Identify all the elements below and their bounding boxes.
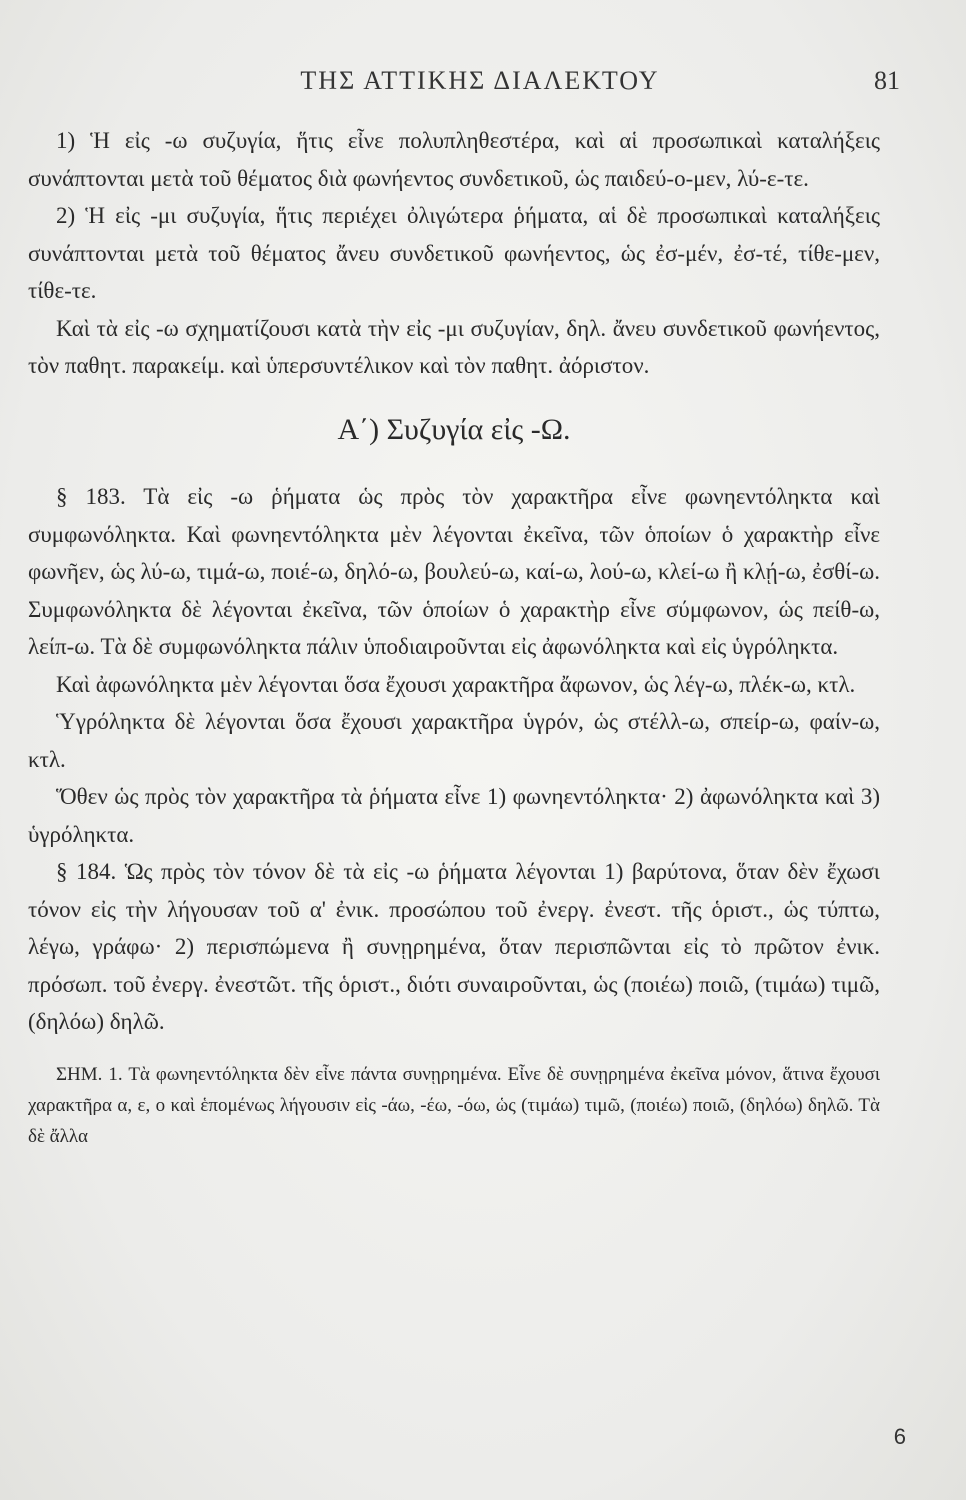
note-1: ΣΗΜ. 1. Τὰ φωνηεντόληκτα δὲν εἶνε πάντα συνῃρημένα. Εἶνε δὲ συνῃρημένα ἐκεῖνα μόνον, ἅτινα ἔχουσι χαρακτῆρα α, ε, ο καὶ ἑπομένως λήγουσιν εἰς -άω, -έω, -όω, ὡς (τιμάω) τιμῶ, (ποιέω) ποιῶ, (δηλόω) δηλῶ. Τὰ δὲ ἄλλα — [28, 1063, 880, 1147]
paragraph-1: 1) Ἡ εἰς -ω συζυγία, ἥτις εἶνε πολυπληθεστέρα, καὶ αἱ προσωπικαὶ καταλήξεις συνάπτονται μετὰ τοῦ θέματος διὰ φωνήεντος συνδετικοῦ, ὡς παιδεύ-ο-μεν, λύ-ε-τε. — [28, 128, 880, 191]
running-title: ΤΗΣ ΑΤΤΙΚΗΣ ΔΙΑΛΕΚΤΟΥ — [300, 66, 660, 95]
signature-mark: 6 — [893, 1424, 906, 1449]
paragraph-summary: Ὅθεν ὡς πρὸς τὸν χαρακτῆρα τὰ ῥήματα εἶνε 1) φωνηεντόληκτα· 2) ἀφωνόληκτα καὶ 3) ὑγρόληκτα. — [28, 784, 880, 847]
paragraph-aphonolekta: Καὶ ἀφωνόληκτα μὲν λέγονται ὅσα ἔχουσι χαρακτῆρα ἄφωνον, ὡς λέγ-ω, πλέκ-ω, κτλ. — [56, 671, 856, 697]
paragraph-183: § 183. Τὰ εἰς -ω ῥήματα ὡς πρὸς τὸν χαρακτῆρα εἶνε φωνηεντόληκτα καὶ συμφωνόληκτα. Καὶ φωνηεντόληκτα μὲν λέγονται ἐκεῖνα, τῶν ὁποίων ὁ χαρακτὴρ εἶνε φωνῆεν, ὡς λύ-ω, τιμά-ω, ποιέ-ω, δηλό-ω, βουλεύ-ω, καί-ω, λού-ω, κλεί-ω ἢ κλῄ-ω, ἐσθί-ω. Συμφωνόληκτα δὲ λέγονται ἐκεῖνα, τῶν ὁποίων ὁ χαρακτὴρ εἶνε σύμφωνον, ὡς πείθ-ω, λείπ-ω. Τὰ δὲ συμφωνόληκτα πάλιν ὑποδιαιροῦνται εἰς ἀφωνόληκτα καὶ εἰς ὑγρόληκτα. — [28, 484, 880, 659]
page-number: 81 — [874, 66, 900, 95]
paragraph-hygrolekta: Ὑγρόληκτα δὲ λέγονται ὅσα ἔχουσι χαρακτῆρα ὑγρόν, ὡς στέλλ-ω, σπείρ-ω, φαίν-ω, κτλ. — [28, 709, 880, 772]
paragraph-2: 2) Ἡ εἰς -μι συζυγία, ἥτις περιέχει ὀλιγώτερα ῥήματα, αἱ δὲ προσωπικαὶ καταλήξεις συνάπτονται μετὰ τοῦ θέματος ἄνευ συνδετικοῦ φωνήεντος, ὡς ἐσ-μέν, ἐσ-τέ, τίθε-μεν, τίθε-τε. — [28, 203, 880, 303]
page-header — [40, 66, 920, 106]
body-text — [28, 122, 880, 1152]
paragraph-3: Καὶ τὰ εἰς -ω σχηματίζουσι κατὰ τὴν εἰς -μι συζυγίαν, δηλ. ἄνευ συνδετικοῦ φωνήεντος, τὸν παθητ. παρακείμ. καὶ ὑπερσυντέλικον καὶ τὸν παθητ. ἀόριστον. — [28, 315, 880, 378]
paragraph-184: § 184. Ὡς πρὸς τὸν τόνον δὲ τὰ εἰς -ω ῥήματα λέγονται 1) βαρύτονα, ὅταν δὲν ἔχωσι τόνον εἰς τὴν λήγουσαν τοῦ α' ἐνικ. προσώπου τοῦ ἐνεργ. ἐνεστ. τῆς ὁριστ., ὡς τύπτω, λέγω, γράφω· 2) περισπώμενα ἢ συνῃρημένα, ὅταν περισπῶνται εἰς τὸ πρῶτον ἐνικ. πρόσωπ. τοῦ ἐνεργ. ἐνεστῶτ. τῆς ὁριστ., διότι συναιροῦνται, ὡς (ποιέω) ποιῶ, (τιμάω) τιμῶ, (δηλόω) δηλῶ. — [28, 859, 880, 1034]
section-heading: Α΄) Συζυγία εἰς -Ω. — [337, 412, 571, 446]
